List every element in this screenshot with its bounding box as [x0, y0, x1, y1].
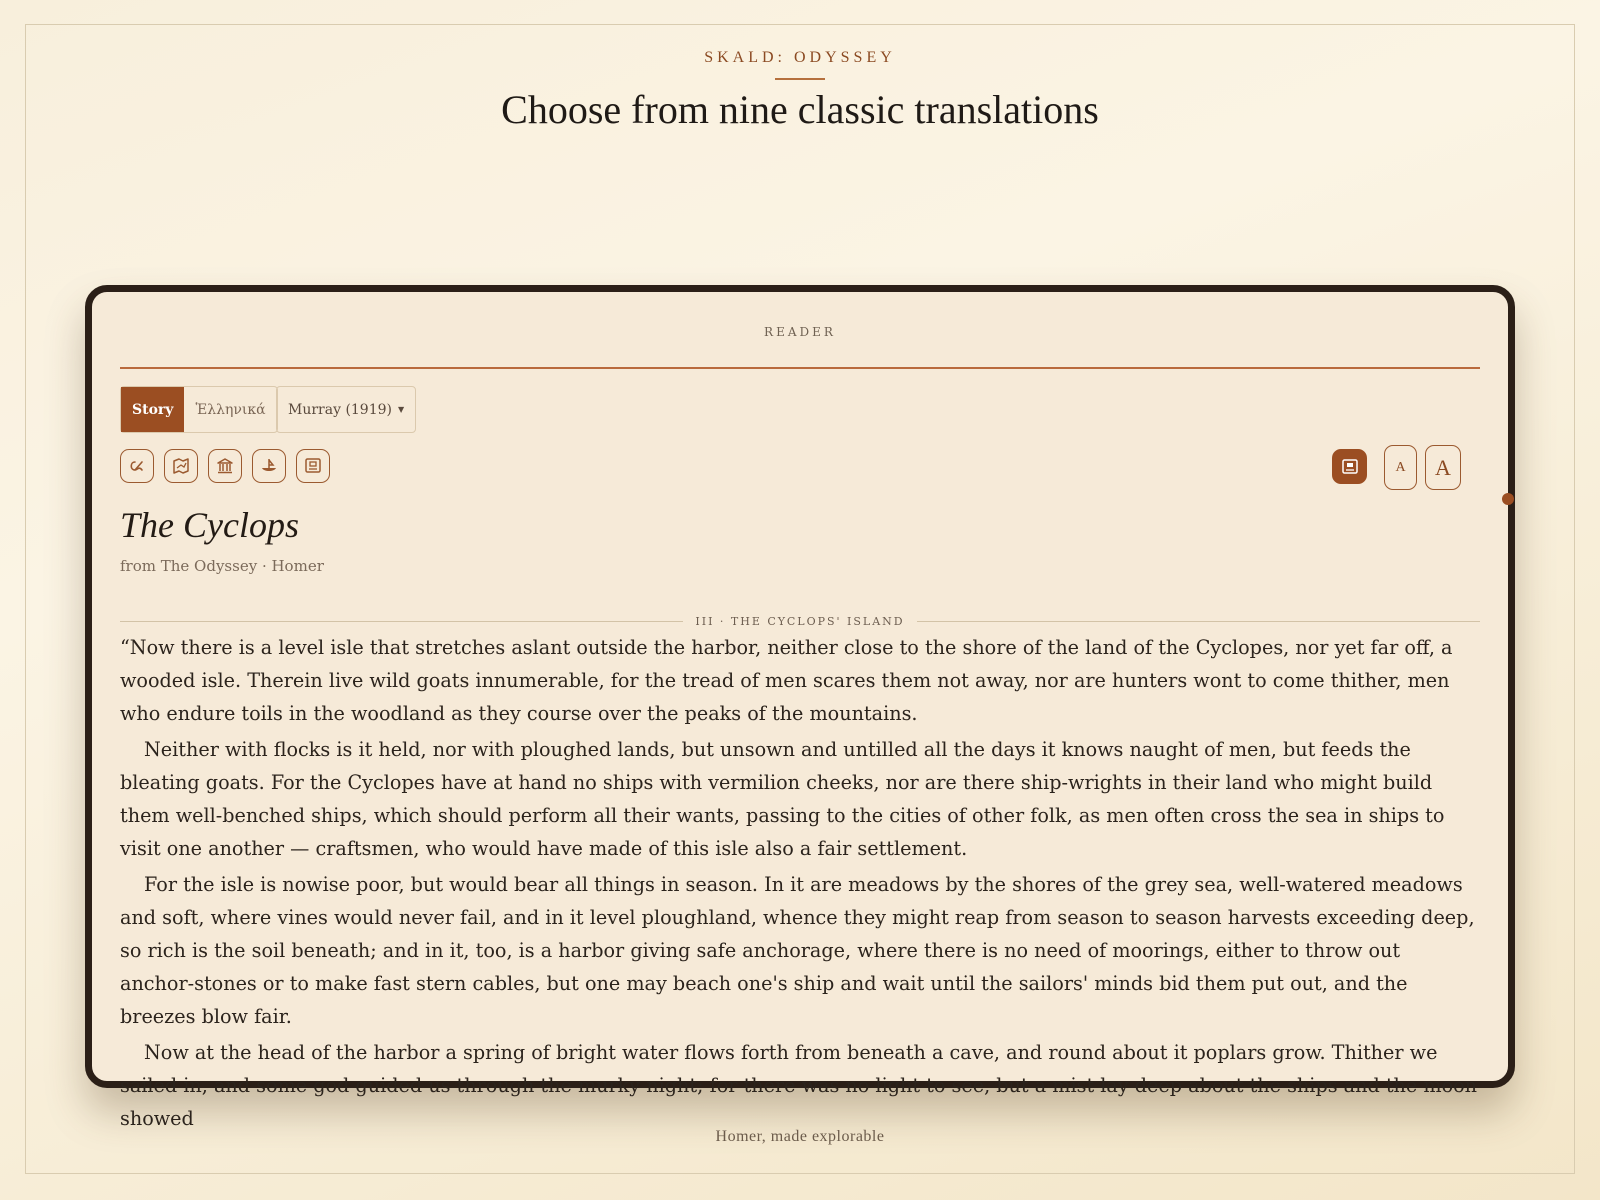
alpha-icon-button[interactable] — [120, 449, 154, 483]
card-icon — [1340, 457, 1360, 477]
app-eyebrow: SKALD: ODYSSEY — [704, 49, 896, 66]
chapter-byline: from The Odyssey · Homer — [120, 557, 324, 575]
translation-select-value: Murray (1919) — [288, 401, 392, 418]
tab-greek[interactable]: Ἑλληνικά — [195, 401, 266, 418]
reader-text — [120, 631, 1480, 1138]
chevron-down-icon: ▼ — [398, 405, 405, 414]
scroll-handle[interactable] — [1502, 493, 1514, 505]
paragraph: Now at the head of the harbor a spring of bright water flows forth from beneath a cave, and round about it poplars grow. Thither we sailed in, and some god guided us through the murky night; for there was no light to see, but a mist lay deep about the ships and the moon showed — [120, 1041, 1478, 1130]
accent-divider — [120, 367, 1480, 369]
reader-device — [85, 285, 1515, 1130]
mode-segmented-control — [120, 386, 278, 433]
map-icon — [171, 456, 191, 476]
card-icon — [303, 456, 323, 476]
ship-icon-button[interactable] — [252, 449, 286, 483]
paragraph: For the isle is nowise poor, but would bear all things in season. In it are meadows by the shores of the grey sea, well-watered meadows and soft, where vines would never fail, and in it level ploughland, whence they might reap from season to season harvests exceeding deep, so rich is the soil beneath; and in it, too, is a harbor giving safe anchorage, where there is no need of moorings, either to throw out anchor-stones or to make fast stern cables, but one may beach one's ship and wait until the sailors' minds bid them put out, and the breezes blow fair. — [120, 873, 1475, 1028]
alpha-icon — [127, 456, 147, 476]
translation-select[interactable] — [276, 386, 416, 433]
section-label: III · THE CYCLOPS' ISLAND — [695, 615, 905, 628]
tab-story[interactable]: Story — [121, 387, 184, 432]
font-size-decrease-button[interactable]: A — [1384, 445, 1417, 490]
section-divider — [120, 615, 1480, 628]
temple-icon — [215, 456, 235, 476]
paragraph: Neither with flocks is it held, nor with ploughed lands, but unsown and untilled all the days it knows naught of men, but feeds the bleating goats. For the Cyclopes have at hand no ships with vermilion cheeks, nor are there ship-wrights in their land who might build them well-benched ships, which should perform all their wants, passing to the cities of other folk, as men often cross the sea in ships to visit one another — craftsmen, who would have made of this isle also a fair settlement. — [120, 738, 1445, 860]
page-headline: Choose from nine classic translations — [501, 87, 1099, 132]
temple-icon-button[interactable] — [208, 449, 242, 483]
card-view-toggle-button[interactable] — [1332, 449, 1367, 484]
ship-icon — [259, 456, 279, 476]
paragraph: “Now there is a level isle that stretches aslant outside the harbor, neither close to the shore of the land of the Cyclopes, nor yet far off, a wooded isle. Therein live wild goats innumerable, for the tread of men scares them not away, nor are hunters wont to come thither, men who endure toils in the woodland as they course over the peaks of the mountains. — [120, 636, 1453, 725]
map-icon-button[interactable] — [164, 449, 198, 483]
footer-tagline: Homer, made explorable — [715, 1128, 885, 1145]
eyebrow-divider — [775, 78, 825, 80]
section-rule-left — [120, 621, 683, 622]
card-icon-button[interactable] — [296, 449, 330, 483]
reader-label: READER — [764, 325, 836, 339]
font-size-increase-button[interactable]: A — [1425, 445, 1461, 490]
section-rule-right — [917, 621, 1480, 622]
chapter-title: The Cyclops — [120, 505, 299, 545]
